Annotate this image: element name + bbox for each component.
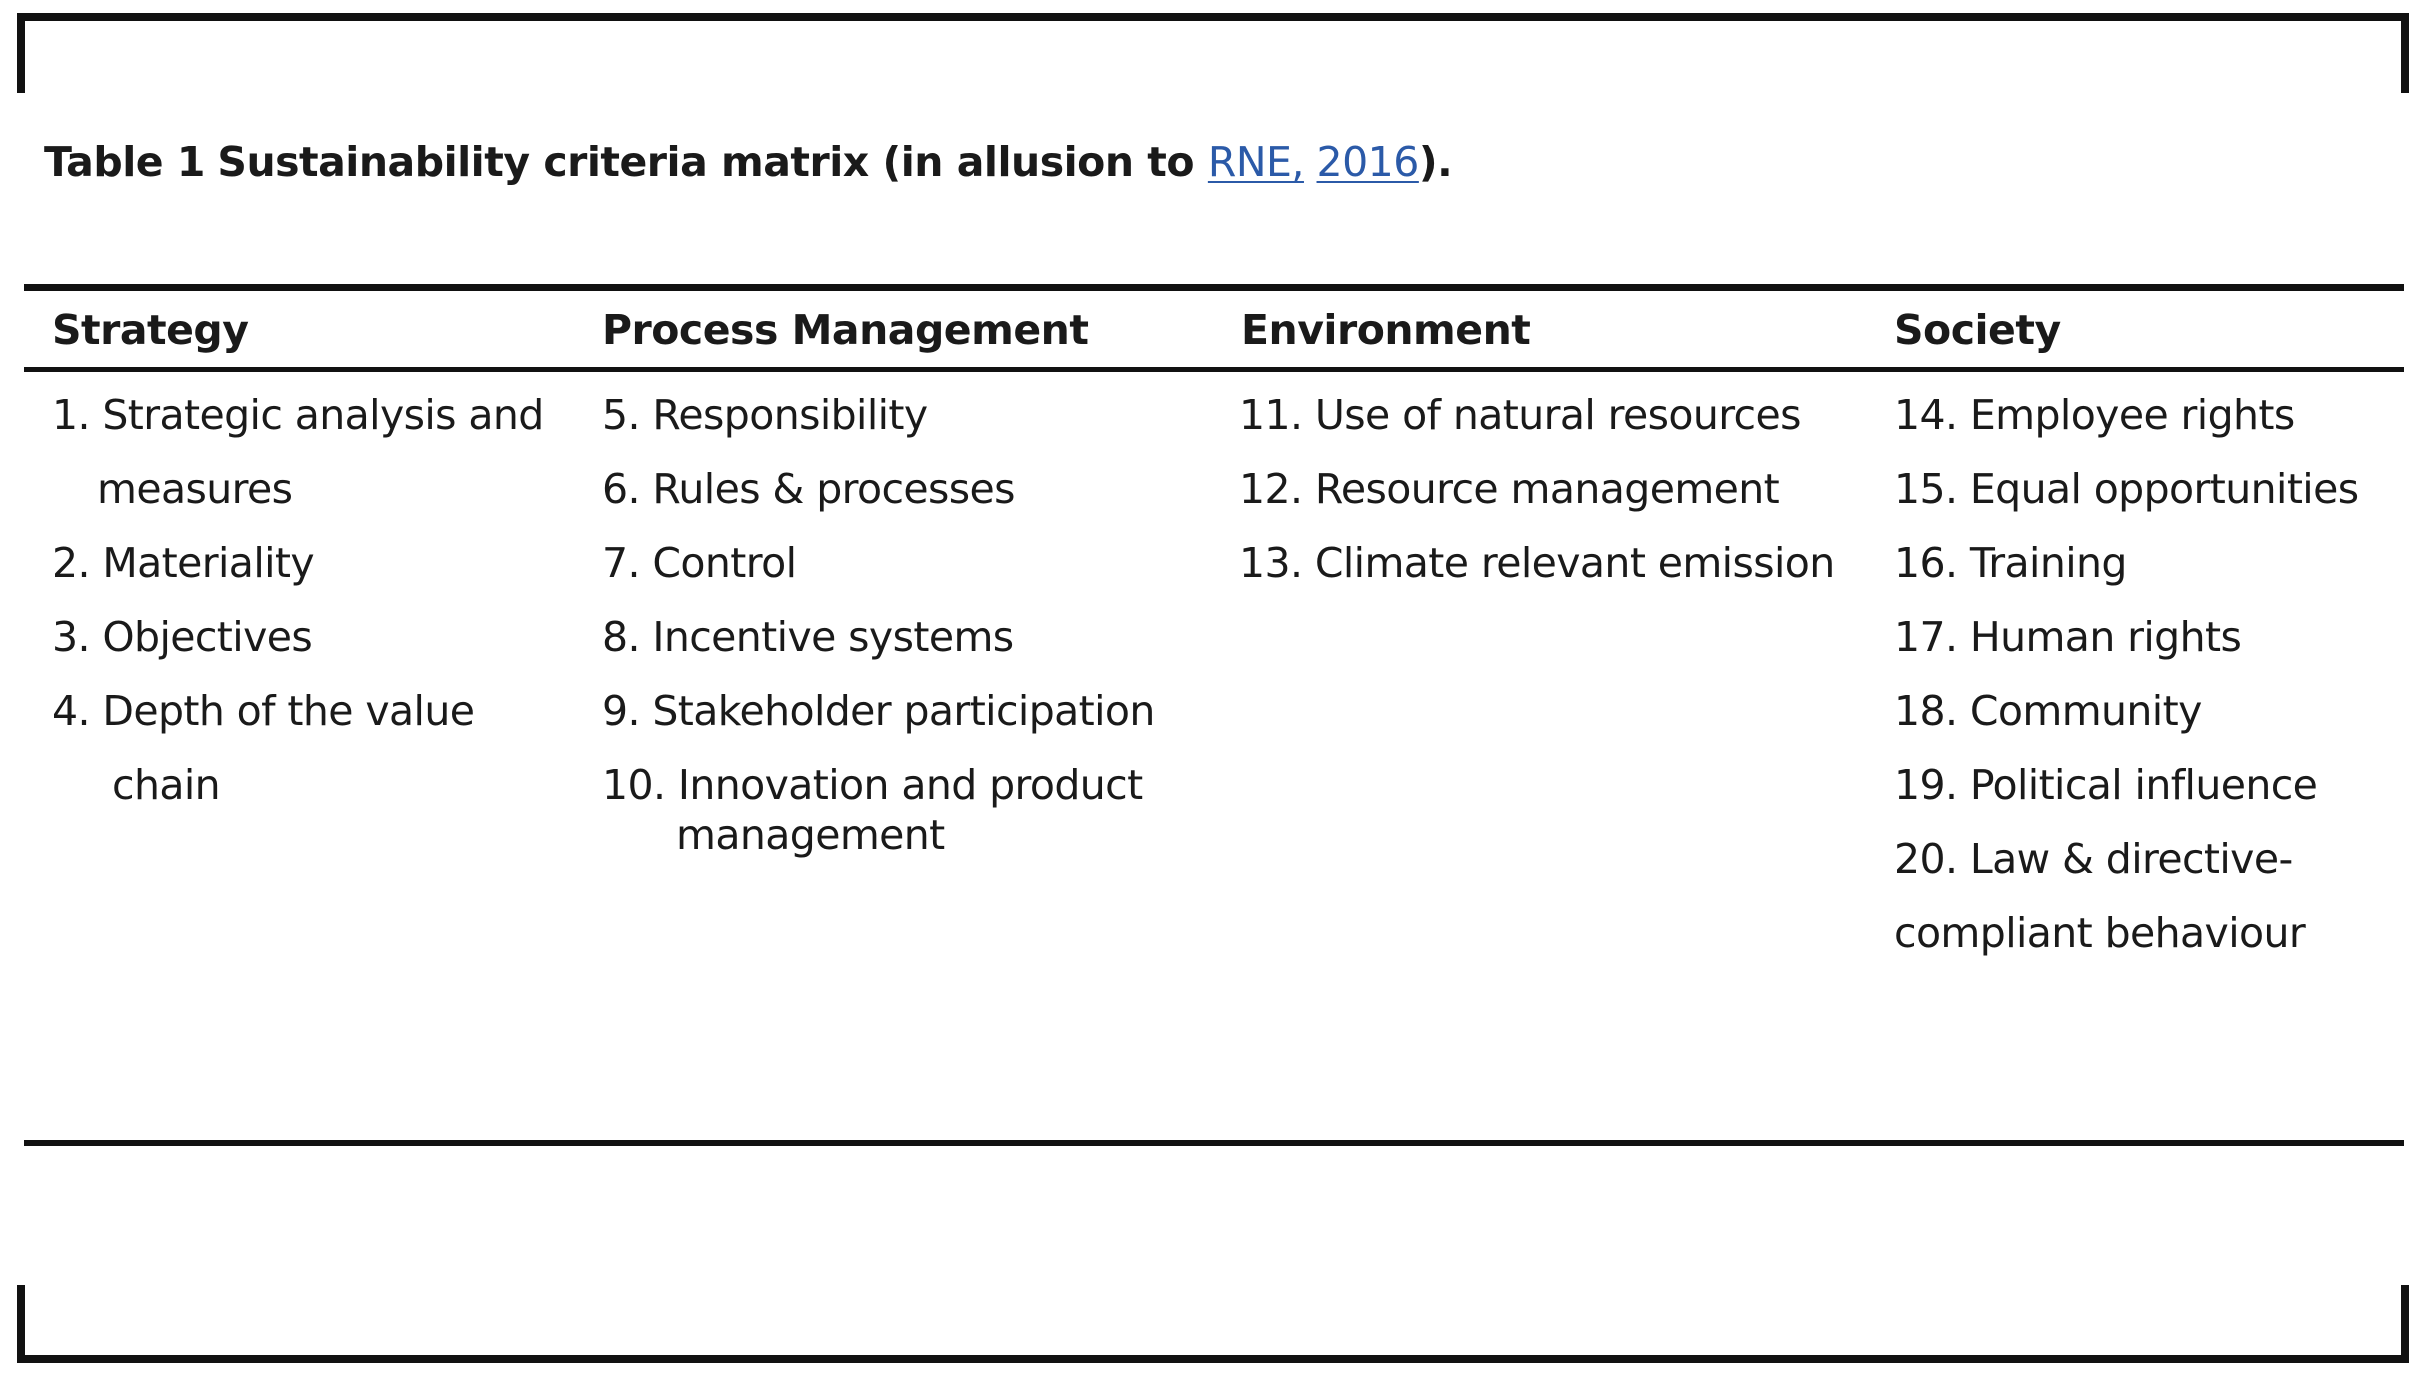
reference-link-year[interactable]: 2016 (1316, 138, 1419, 186)
criteria-item (52, 378, 544, 526)
criteria-item (602, 748, 1155, 860)
criteria-item-text: 1. Strategic analysis and (52, 391, 544, 439)
column-process-management (602, 378, 1155, 860)
criteria-item-text: 14. Employee rights (1894, 391, 2295, 439)
header-rule (24, 367, 2404, 372)
criteria-item-text: 12. Resource management (1239, 465, 1780, 513)
criteria-item (1894, 378, 2358, 452)
table-caption (44, 132, 1452, 192)
criteria-item (602, 600, 1155, 674)
criteria-item-continuation: chain (112, 761, 221, 809)
criteria-item-text: 15. Equal opportunities (1894, 465, 2359, 513)
criteria-item-text: 16. Training (1894, 539, 2127, 587)
column-environment (1239, 378, 1835, 600)
criteria-item (1894, 526, 2358, 600)
criteria-item-continuation: management (676, 811, 945, 859)
criteria-item-text: 20. Law & directive- (1894, 835, 2293, 883)
column-strategy (52, 378, 544, 822)
criteria-item-text: 7. Control (602, 539, 797, 587)
criteria-item (52, 526, 544, 600)
top-frame-bracket (17, 13, 2409, 93)
criteria-item-text: 11. Use of natural resources (1239, 391, 1801, 439)
column-header-society: Society (1894, 306, 2061, 354)
criteria-item-text: 2. Materiality (52, 539, 315, 587)
criteria-item (1239, 452, 1835, 526)
criteria-item (1894, 674, 2358, 748)
criteria-item (1239, 378, 1835, 452)
criteria-item-text: 18. Community (1894, 687, 2202, 735)
table-label: Table 1 (44, 138, 205, 186)
criteria-item (52, 600, 544, 674)
criteria-item-continuation: measures (97, 465, 293, 513)
table-bottom-rule (24, 1140, 2404, 1146)
caption-suffix: ). (1418, 138, 1453, 186)
criteria-item (1894, 748, 2358, 822)
criteria-item (1894, 452, 2358, 526)
criteria-item (602, 452, 1155, 526)
table-title: Sustainability criteria matrix (in allusion to (217, 138, 1208, 186)
criteria-item-text: 13. Climate relevant emission (1239, 539, 1835, 587)
criteria-item (52, 674, 544, 822)
criteria-item-text: 3. Objectives (52, 613, 313, 661)
criteria-item-continuation: compliant behaviour (1894, 909, 2306, 957)
criteria-item-text: 6. Rules & processes (602, 465, 1015, 513)
criteria-item-text: 8. Incentive systems (602, 613, 1014, 661)
criteria-item-text: 19. Political influence (1894, 761, 2318, 809)
criteria-item (602, 526, 1155, 600)
column-header-strategy: Strategy (52, 306, 249, 354)
criteria-item-text: 17. Human rights (1894, 613, 2242, 661)
criteria-item-text: 4. Depth of the value (52, 687, 475, 735)
bottom-frame-bracket (17, 1285, 2409, 1363)
column-header-process-management: Process Management (602, 306, 1089, 354)
criteria-item (1239, 526, 1835, 600)
criteria-item (1894, 822, 2358, 970)
criteria-item-text: 5. Responsibility (602, 391, 928, 439)
criteria-item (602, 674, 1155, 748)
criteria-item-text: 10. Innovation and product (602, 761, 1143, 809)
column-society (1894, 378, 2358, 970)
reference-link-rne[interactable]: RNE, (1207, 138, 1304, 186)
table-top-rule (24, 284, 2404, 291)
column-header-environment: Environment (1241, 306, 1531, 354)
criteria-item (602, 378, 1155, 452)
criteria-item (1894, 600, 2358, 674)
criteria-item-text: 9. Stakeholder participation (602, 687, 1155, 735)
